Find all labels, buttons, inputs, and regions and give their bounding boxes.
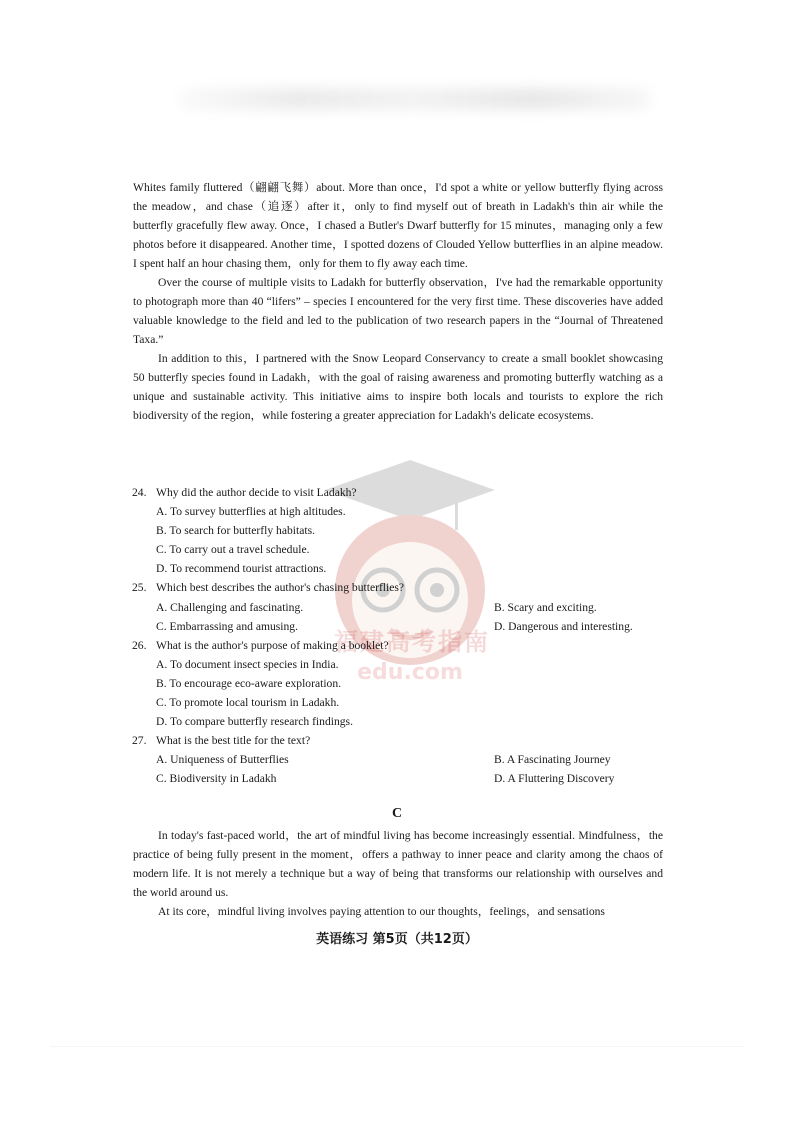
passage-b-paragraph-1: Whites family fluttered（翩翩飞舞）about. More than once，I'd spot a white or yellow butterfly flying across the meadow，and chase（追逐）after it，only to find myself out of breath in Ladakh's thin air while the butterfly gracefully flew away. Once，I chased a Butler's Dwarf butterfly for 15 minutes，managing only a few photos before it disappeared. Another time，I spotted dozens of Clouded Yellow butterflies in an alpine meadow. I spent half an hour chasing them，only for them to fly away each time.	[133, 181, 663, 270]
option-c: C. To promote local tourism in Ladakh.	[156, 696, 340, 710]
question-25-options	[156, 598, 662, 636]
option-a: A. To document insect species in India.	[156, 657, 339, 671]
page-footer: 英语练习 第5页（共12页）	[316, 932, 478, 947]
option-a: A. To survey butterflies at high altitudes.	[156, 505, 346, 519]
question-number: 24.	[132, 486, 147, 499]
watermark-url: edu.com	[357, 660, 463, 685]
question-27	[132, 731, 662, 750]
question-stem: What is the author's purpose of making a booklet?	[156, 638, 389, 652]
question-number: 26.	[132, 638, 147, 652]
passage-c-paragraph-2: At its core，mindful living involves paying attention to our thoughts，feelings，and sensations	[158, 905, 605, 918]
passage-c	[133, 826, 663, 921]
option-b: B. A Fascinating Journey	[494, 753, 611, 767]
option-b: B. To search for butterfly habitats.	[156, 524, 315, 538]
option-c: C. Biodiversity in Ladakh	[156, 772, 277, 786]
passage-b-paragraph-3: In addition to this，I partnered with the Snow Leopard Conservancy to create a small booklet showcasing 50 butterfly species found in Ladakh，with the goal of raising awareness and promoting butterfly watching as a unique and sustainable activity. This initiative aims to inspire both locals and tourists to explore the rich biodiversity of the region，while fostering a greater appreciation for Ladakh's delicate ecosystems.	[133, 352, 663, 422]
option-row	[156, 750, 662, 769]
option-c: C. Embarrassing and amusing.	[156, 619, 299, 633]
question-27-options	[156, 750, 662, 788]
option-b: B. To encourage eco-aware exploration.	[156, 676, 342, 690]
section-heading: C	[391, 806, 403, 821]
option-row	[156, 598, 662, 617]
option-a: A. Uniqueness of Butterflies	[156, 753, 289, 767]
question-24	[132, 483, 662, 502]
question-number: 27.	[132, 734, 147, 748]
questions-block	[132, 483, 662, 789]
question-stem: Which best describes the author's chasing butterflies?	[156, 581, 405, 595]
scan-edge-divider	[50, 1046, 744, 1047]
question-24-options	[156, 502, 662, 578]
blurred-header-text	[180, 88, 650, 110]
passage-b-paragraph-2: Over the course of multiple visits to Ladakh for butterfly observation，I've had the remarkable opportunity to photograph more than 40 “lifers” – species I encountered for the very first time. These discoveries have added valuable knowledge to the field and led to the publication of two research papers in the “Journal of Threatened Taxa.”	[133, 276, 663, 346]
option-b: B. Scary and exciting.	[494, 600, 597, 614]
question-stem: Why did the author decide to visit Ladakh?	[156, 486, 357, 499]
option-row	[156, 617, 662, 636]
watermark-text: 福建高考指南	[334, 628, 490, 656]
question-stem: What is the best title for the text?	[156, 734, 311, 748]
option-d: D. A Fluttering Discovery	[494, 772, 615, 786]
option-d: D. Dangerous and interesting.	[494, 619, 633, 633]
question-26	[132, 636, 662, 655]
option-row	[156, 769, 662, 788]
question-25	[132, 578, 662, 597]
option-d: D. To recommend tourist attractions.	[156, 562, 327, 576]
question-number: 25.	[132, 581, 147, 595]
passage-b	[133, 178, 663, 425]
question-26-options	[156, 655, 662, 731]
passage-c-paragraph-1: In today's fast-paced world，the art of mindful living has become increasingly essential. Mindfulness，the practice of being fully present in the moment，offers a pathway to inner peace and clarity among the chaos of modern life. It is not merely a technique but a way of being that transforms our relationship with ourselves and the world around us.	[133, 829, 663, 899]
option-d: D. To compare butterfly research findings.	[156, 715, 353, 729]
option-c: C. To carry out a travel schedule.	[156, 543, 310, 557]
option-a: A. Challenging and fascinating.	[156, 600, 304, 614]
